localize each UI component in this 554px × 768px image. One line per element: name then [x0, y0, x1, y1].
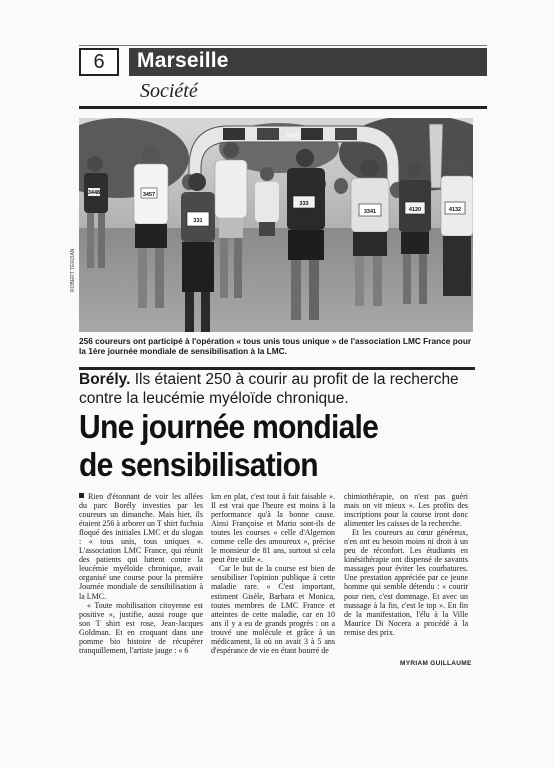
body-paragraph — [79, 492, 203, 601]
race-photo-illustration — [79, 118, 473, 332]
article-headline — [79, 408, 443, 484]
kicker-text-2: contre la leucémie myéloïde chronique. — [79, 390, 349, 407]
author-signature: MYRIAM GUILLAUME — [400, 660, 472, 667]
body-column-1 — [79, 492, 203, 655]
article-kicker — [79, 367, 475, 408]
body-column-3 — [344, 492, 468, 637]
bib-number: 333 — [299, 201, 309, 207]
body-paragraph: « Toute mobilisation citoyenne est positive », justifie, aussi rouge que son T shirt est rose, Jean-Jacques Goldman. Et en croquant dans une pomme bio histoire de récupérer tranquillement, l'artiste jauge : « 6 — [79, 600, 203, 655]
bib-number: 4120 — [408, 207, 422, 213]
photo-caption: 256 coureurs ont participé à l'opération « tous unis tous unique » de l'association LMC France pour la 1ère journée mondiale de sensibilisation à la LMC. — [79, 336, 472, 356]
article-body — [79, 492, 475, 662]
bib-number: 3457 — [142, 192, 156, 198]
photo-credit: ROBERT TERZIAN — [70, 248, 76, 292]
body-text: Rien d'étonnant de voir les allées du parc Borély investies par les coureurs un dimanche. Mais hier, ils étaient 256 à arborer un T shirt fuchsia floqué des initiales LMC et du slogan : « tous unis, tous uniques ». L'association LMC France, qui réunit des patients qui luttent contre la leucémie myéloïde chronique, avait organisé une course pour la première Journée mondiale de sensibilisation à la LMC. — [79, 492, 203, 601]
race-photo — [79, 118, 473, 332]
body-paragraph: Car le but de la course est bien de sensibiliser l'opinion publique à cette maladie rare. « C'est important, estiment Gisèle, Barbara et Monica, toutes membres de LMC France et atteintes de cette maladie, car en 10 ans il y a eu de grands progrès : on a trouvé une molécule et grâce à un médicament, là où on avait 3 à 5 ans d'espérance de vie en étant bourré de — [211, 564, 335, 655]
section-title: Société — [140, 80, 198, 102]
section-rule — [79, 106, 487, 109]
kicker-text-1: Ils étaient 250 à courir au profit de la recherche — [134, 371, 459, 388]
paragraph-bullet — [79, 493, 84, 498]
body-column-2 — [211, 492, 335, 655]
body-paragraph: chimiothérapie, on n'est pas guéri mais on vit mieux ». Les profits des inscriptions pour la course iront donc alimenter les caisses de la recherche. — [344, 492, 468, 529]
arch-banner-text: KMS — [286, 134, 300, 140]
page-number: 6 — [79, 48, 119, 76]
page-header — [79, 46, 487, 80]
kicker-lead: Borély. — [79, 371, 131, 388]
bib-number: 331 — [193, 218, 203, 224]
body-paragraph: Et les coureurs au cœur généreux, n'en ont eu besoin moins ni droit à un peu de réconfort. Les étudiants en kinésithérapie ont dispensé de savants massages pour éviter les courbatures. Une prestation appréciée par ce jeune homme qui semble détendu : « courir pour rien, c'est dommage. Et avec un massage à la fin, c'est le top ». En fin de la manifestation, l'élu à la Ville Maurice Di Nocera a procédé à la remise des prix. — [344, 528, 468, 637]
body-paragraph: km en plat, c'est tout à fait faisable ». Il est vrai que l'heure est moins à la performance qu'à la bonne cause. Ainsi Françoise et Mario sont-ils de toutes les courses « celle d'Algernon comme celle des amoureux », précise le monsieur de 81 ans, surtout si cela peut être utile ». — [211, 492, 335, 565]
bib-number: 4132 — [448, 207, 462, 213]
bib-number: 3448 — [87, 190, 101, 196]
headline-line-1: Une journée mondiale — [79, 408, 379, 445]
city-banner — [129, 48, 487, 76]
bib-number: 3341 — [363, 209, 377, 215]
city-name: Marseille — [137, 49, 229, 72]
headline-line-2: de sensibilisation — [79, 446, 318, 483]
kicker-line-1 — [79, 370, 475, 389]
